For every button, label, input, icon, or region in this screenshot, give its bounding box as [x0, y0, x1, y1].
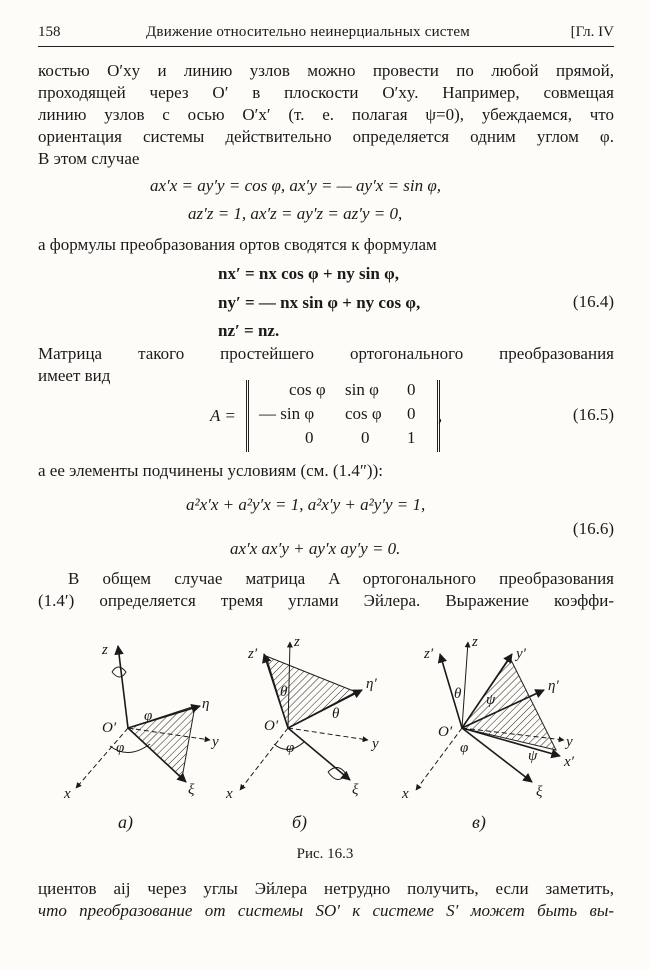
text-line: В этом случае: [38, 149, 140, 168]
angle-label: φ: [286, 740, 295, 756]
axis-label: x′: [564, 754, 574, 770]
axis-label: y: [212, 734, 219, 750]
axis-label: η: [202, 696, 210, 712]
angle-label: φ: [116, 740, 125, 756]
figure-sublabel-b: б): [292, 812, 308, 832]
running-title: Движение относительно неинерциальных систем: [146, 24, 470, 40]
matrix-cell: 0: [361, 428, 370, 447]
equation-number-16-6: (16.6): [572, 519, 614, 538]
matrix-16-5: [246, 380, 443, 452]
matrix-cell: cos φ: [289, 380, 326, 399]
figure-caption: Рис. 16.3: [296, 846, 354, 862]
equation-16-4-line1: nx′ = nx cos φ + ny sin φ,: [218, 264, 399, 283]
matrix-cell: sin φ: [345, 380, 379, 399]
axis-label: η′: [366, 676, 377, 692]
equation-number-16-5: (16.5): [572, 405, 614, 424]
equation-number-16-4: (16.4): [572, 292, 614, 311]
text-line: что преобразование от системы SO′ к системе S′ может быть вы-: [38, 901, 614, 920]
axis-label: x: [226, 786, 233, 802]
axis-label: O′: [264, 718, 279, 734]
figure-panel-a: [63, 642, 219, 802]
axis-label: z′: [248, 646, 258, 662]
matrix-cell: 0: [407, 404, 416, 423]
axis-label: y: [372, 736, 379, 752]
text-line: циентов aij через углы Эйлера нетрудно получить, если заметить,: [38, 879, 614, 898]
chapter-label: [Гл. IV: [570, 24, 614, 40]
angle-label: φ: [144, 708, 153, 724]
axis-label: y′: [516, 646, 526, 662]
text-line: В общем случае матрица A ортогонального преобразования: [68, 569, 614, 588]
figure-16-3: [50, 628, 610, 808]
text-line: (1.4′) определяется тремя углами Эйлера. Выражение коэффи-: [38, 591, 614, 610]
text-line: линию узлов с осью O′x′ (т. е. полагая ψ=0), убеждаемся, что: [38, 105, 614, 124]
text-line: проходящей через O′ в плоскости O′xy. Например, совмещая: [38, 83, 614, 102]
axis-label: y: [566, 734, 573, 750]
text-line: Матрица такого простейшего ортогонального преобразования: [38, 344, 614, 363]
figure-sublabel-a: а): [118, 812, 133, 832]
axis-label: z: [294, 634, 300, 650]
matrix-cell: 1: [407, 428, 416, 447]
axis-label: η′: [548, 678, 559, 694]
axis-label: ξ: [188, 782, 195, 798]
matrix-lhs: A =: [210, 406, 236, 425]
equation-16-6-line2: ax′x ax′y + ay′x ay′y = 0.: [230, 539, 401, 558]
angle-label: θ: [454, 686, 462, 702]
angle-label: θ: [332, 706, 340, 722]
figure-sublabel-c: в): [472, 812, 486, 832]
matrix-cell: cos φ: [345, 404, 382, 423]
equation-16-6-line1: a²x′x + a²y′x = 1, a²x′y + a²y′y = 1,: [186, 495, 426, 514]
axis-label: O′: [438, 724, 453, 740]
text-line: а формулы преобразования ортов сводятся к формулам: [38, 235, 437, 254]
axis-label: z′: [424, 646, 434, 662]
matrix-cell: 0: [305, 428, 314, 447]
text-line: имеет вид: [38, 366, 111, 385]
equation-16-4-line3: nz′ = nz.: [218, 321, 280, 340]
angle-label: φ: [460, 740, 469, 756]
text-line: костью O′xy и линию узлов можно провести по любой прямой,: [38, 61, 614, 80]
angle-label: ψ: [528, 748, 538, 764]
equation-cos-line2: az′z = 1, ax′z = ay′z = az′y = 0,: [188, 204, 403, 223]
angle-label: θ: [280, 684, 288, 700]
axis-label: O′: [102, 720, 117, 736]
matrix-trail: ,: [438, 406, 443, 425]
text-line: а ее элементы подчинены условиям (см. (1.4″)):: [38, 461, 383, 480]
angle-label: ψ: [486, 692, 496, 708]
axis-label: x: [64, 786, 71, 802]
equation-16-4-line2: ny′ = — nx sin φ + ny cos φ,: [218, 293, 421, 312]
axis-label: z: [472, 634, 478, 650]
axis-label: ξ: [352, 782, 359, 798]
figure-panel-c: [401, 634, 575, 802]
equation-cos-line1: ax′x = ay′y = cos φ, ax′y = — ay′x = sin φ,: [150, 176, 442, 195]
running-header: [38, 24, 614, 47]
page-number: 158: [38, 24, 61, 40]
matrix-cell: — sin φ: [259, 404, 315, 423]
matrix-cell: 0: [407, 380, 416, 399]
axis-label: ξ: [536, 784, 543, 800]
figure-panel-b: [225, 634, 379, 802]
axis-label: x: [402, 786, 409, 802]
text-line: ориентация системы действительно определяется одним углом φ.: [38, 127, 614, 146]
axis-label: z: [102, 642, 108, 658]
